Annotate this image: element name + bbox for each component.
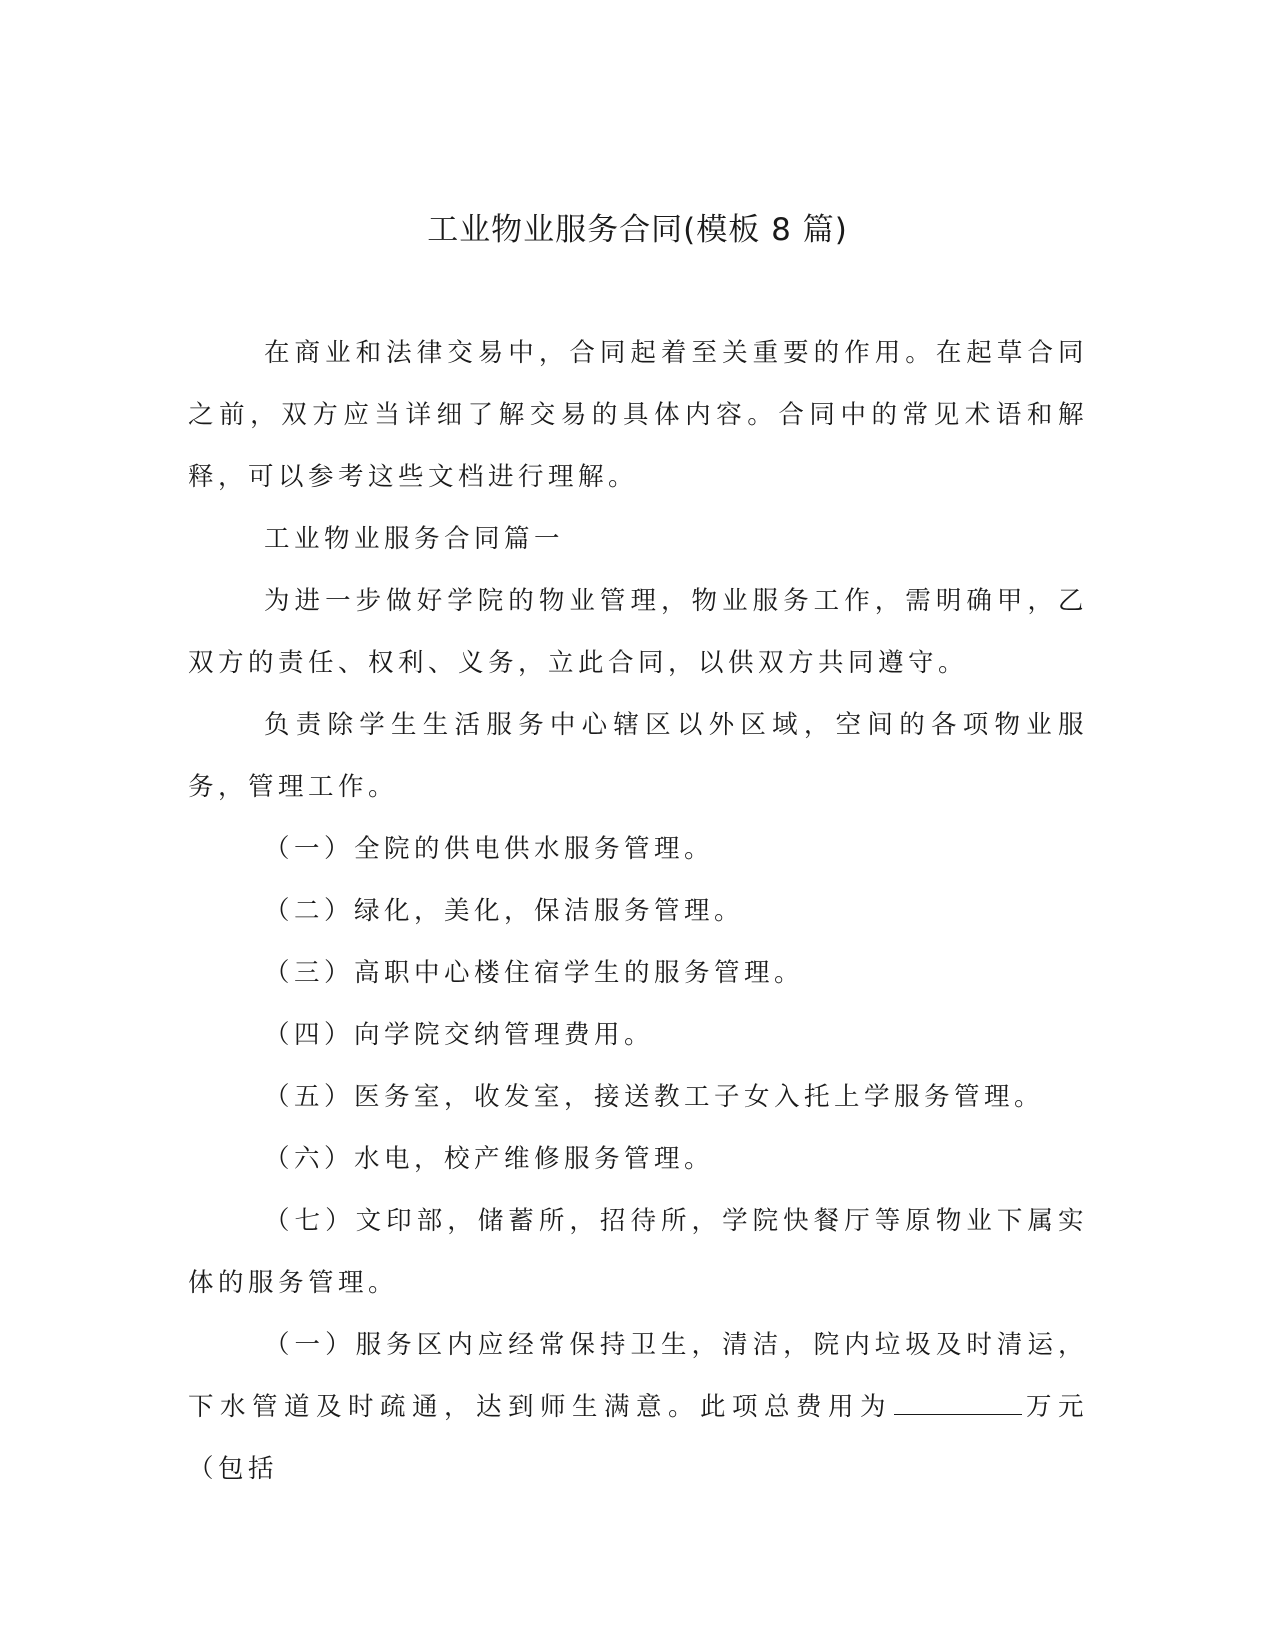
list-item: （七）文印部，储蓄所，招待所，学院快餐厅等原物业下属实体的服务管理。: [188, 1206, 1088, 1298]
list-item: （五）医务室，收发室，接送教工子女入托上学服务管理。: [264, 1082, 1045, 1112]
intro-paragraph: 在商业和法律交易中，合同起着至关重要的作用。在起草合同之前，双方应当详细了解交易的具体内容。合同中的常见术语和解释，可以参考这些文档进行理解。: [188, 338, 1088, 492]
clause-paragraph: [188, 1314, 1088, 1500]
clause-text-after-blank: 万元（包括: [188, 1392, 1088, 1484]
purpose-paragraph: 为进一步做好学院的物业管理，物业服务工作，需明确甲，乙双方的责任、权利、义务，立此合同，以供双方共同遵守。: [188, 586, 1088, 678]
list-item: （六）水电，校产维修服务管理。: [264, 1144, 715, 1174]
list-item: （四）向学院交纳管理费用。: [264, 1020, 655, 1050]
scope-paragraph: 负责除学生生活服务中心辖区以外区域，空间的各项物业服务，管理工作。: [188, 710, 1088, 802]
list-item: （二）绿化，美化，保洁服务管理。: [264, 896, 745, 926]
document-body: [188, 322, 1088, 1500]
list-item: （一）全院的供电供水服务管理。: [264, 834, 715, 864]
fill-in-blank: [894, 1392, 1022, 1415]
section-heading: 工业物业服务合同篇一: [264, 524, 565, 554]
clause-text-before-blank: （一）服务区内应经常保持卫生，清洁，院内垃圾及时清运，下水管道及时疏通，达到师生满意。此项总费用为: [188, 1330, 1088, 1422]
list-item: （三）高职中心楼住宿学生的服务管理。: [264, 958, 805, 988]
document-title: 工业物业服务合同(模板 8 篇): [427, 212, 848, 248]
